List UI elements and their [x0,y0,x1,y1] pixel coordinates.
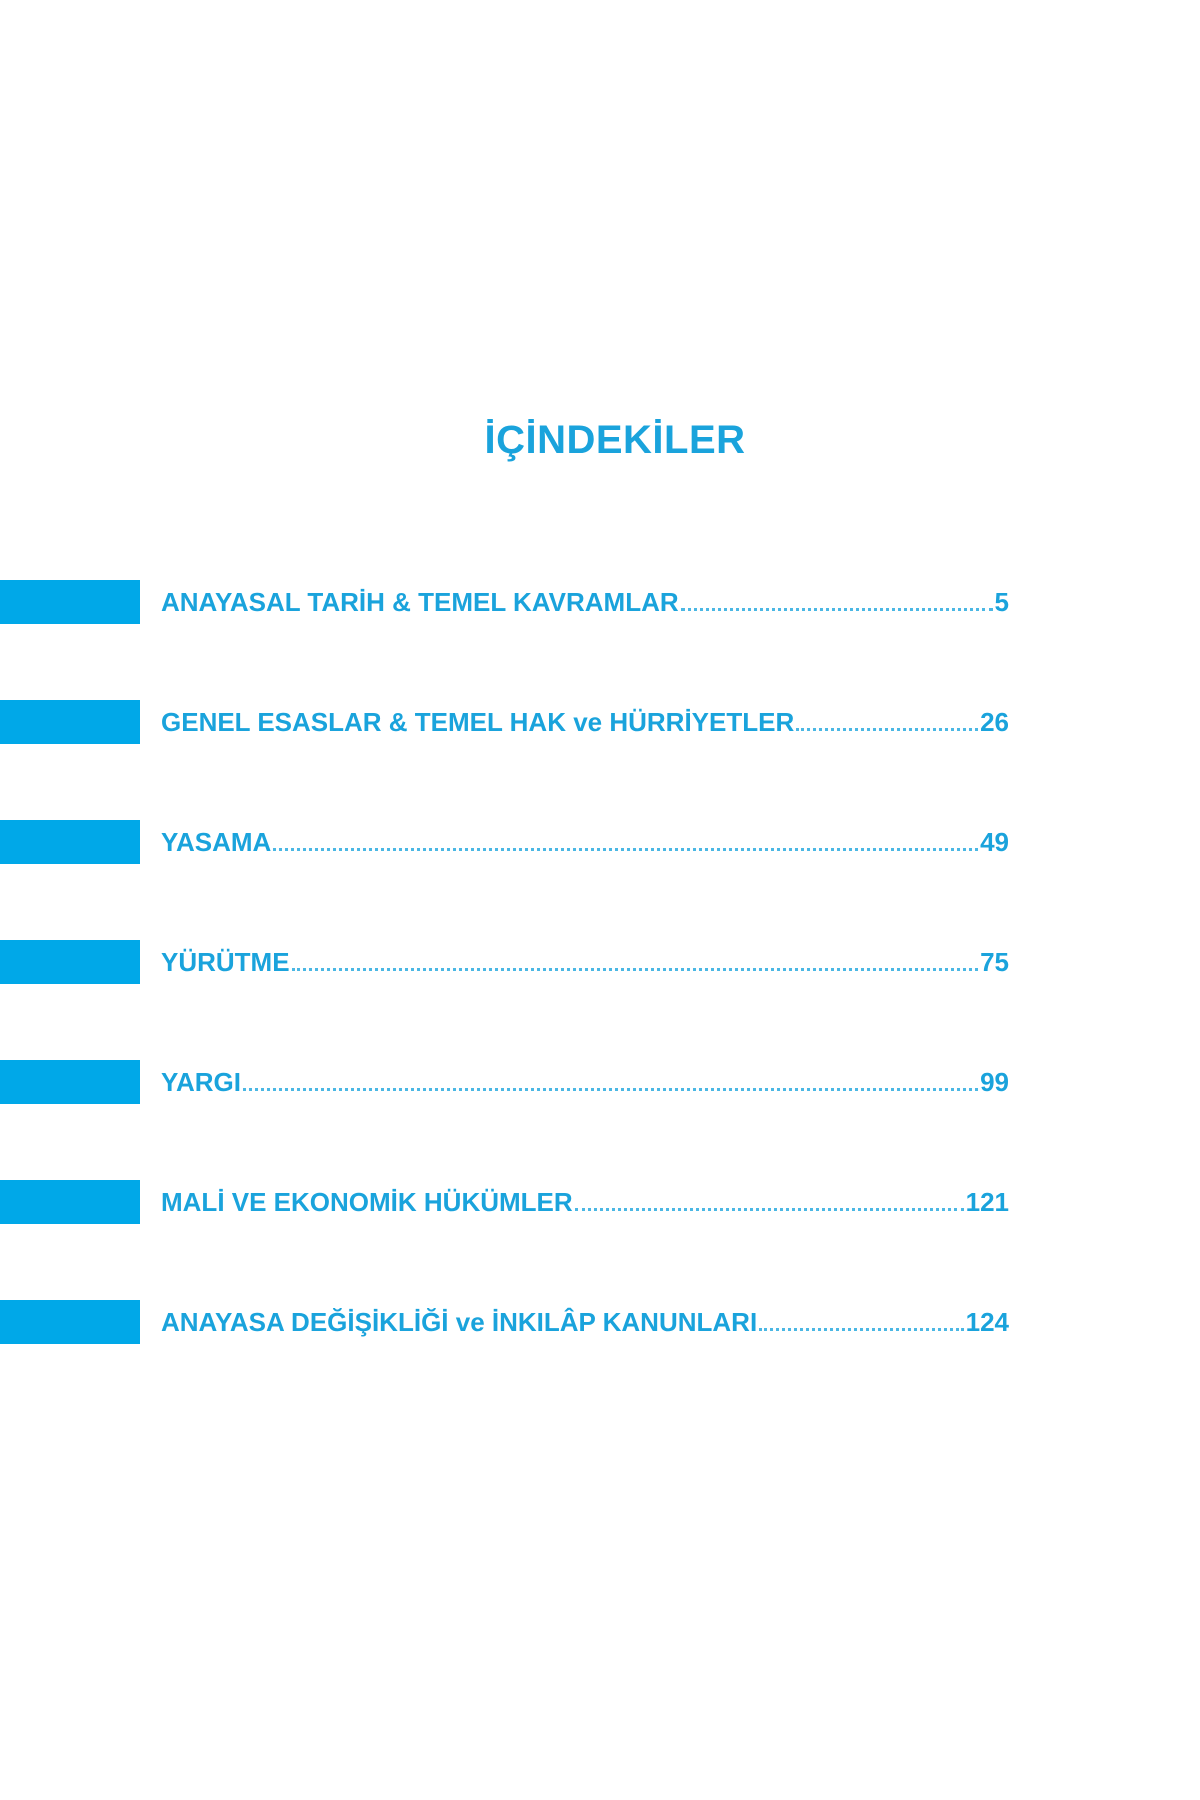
section-marker-bar [0,1180,140,1224]
toc-link-genel-esaslar[interactable] [161,702,1009,742]
toc-entry-label: YARGI [161,1066,241,1097]
section-marker-bar [0,820,140,864]
section-marker-bar [0,940,140,984]
section-marker-bar [0,1060,140,1104]
toc-page-number: 26 [980,706,1009,737]
section-marker-bar [0,1300,140,1344]
toc-page-number: 99 [980,1066,1009,1097]
toc-page-number: 121 [965,1186,1009,1217]
page-title: İÇİNDEKİLER [484,418,746,462]
toc-page-number: 49 [980,826,1009,857]
toc-item-yargi [0,1060,1200,1180]
toc-entry-label: GENEL ESASLAR & TEMEL HAK ve HÜRRİYETLER [161,706,795,737]
toc-item-anayasa-degisikligi [0,1300,1200,1420]
toc-entry-label: ANAYASAL TARİH & TEMEL KAVRAMLAR [161,586,679,617]
toc-link-yasama[interactable] [161,822,1009,862]
toc-link-yargi[interactable] [161,1062,1009,1102]
toc-item-yasama [0,820,1200,940]
dot-leader [575,1208,964,1211]
toc-item-mali-ekonomik [0,1180,1200,1300]
toc-item-genel-esaslar [0,700,1200,820]
toc-entry-label: YÜRÜTME [161,946,290,977]
section-marker-bar [0,580,140,624]
toc-link-yurutme[interactable] [161,942,1009,982]
toc-link-anayasal-tarih[interactable] [161,582,1009,622]
toc-link-mali-ekonomik[interactable] [161,1182,1009,1222]
toc-page-number: 75 [980,946,1009,977]
toc-entry-label: YASAMA [161,826,272,857]
toc-entry-label: MALİ VE EKONOMİK HÜKÜMLER [161,1186,573,1217]
dot-leader [243,1088,978,1091]
dot-leader [681,608,993,611]
toc-item-anayasal-tarih [0,580,1200,700]
toc-page-number: 124 [965,1306,1009,1337]
toc-item-yurutme [0,940,1200,1060]
section-marker-bar [0,700,140,744]
table-of-contents [0,580,1200,1420]
toc-entry-label: ANAYASA DEĞİŞİKLİĞİ ve İNKILÂP KANUNLARI [161,1306,758,1337]
dot-leader [759,1328,963,1331]
dot-leader [273,848,978,851]
toc-page-number: 5 [994,586,1009,617]
toc-link-anayasa-degisikligi[interactable] [161,1302,1009,1342]
dot-leader [292,968,979,971]
dot-leader [796,728,978,731]
